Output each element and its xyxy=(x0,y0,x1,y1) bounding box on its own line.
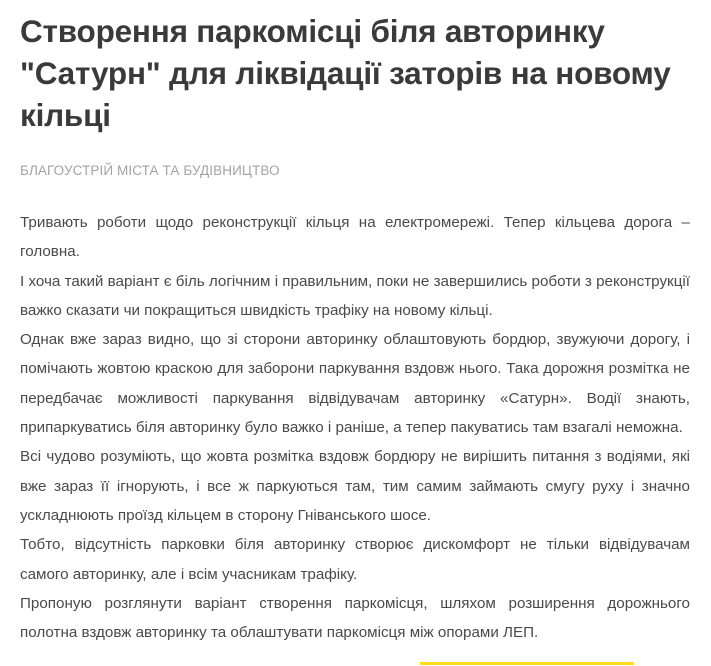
paragraph: Тобто, відсутність парковки біля авторинку створює дискомфорт не тільки відвідувачам самого авторинку, але і всім учасникам трафіку. xyxy=(20,536,690,583)
paragraph: Всі чудово розуміють, що жовта розмітка вздовж бордюру не вирішить питання з водіями, які вже зараз її ігнорують, і все ж паркуються там, тим самим займають смугу руху і значно ускладнюють проїзд кільцем в сторону Гніванського шосе. xyxy=(20,448,690,524)
highlight-underline xyxy=(420,662,634,665)
paragraph: Однак вже зараз видно, що зі сторони авторинку облаштовують бордюр, звужуючи дорогу, і помічають жовтою краскою для заборони паркування вздовж нього. Така дорожня розмітка не передбачає можливості паркування відвідувачам авторинку «Сатурн». Водії знають, припаркуватись біля авторинку було важко і раніше, а тепер пакуватись там взагалі неможна. xyxy=(20,331,690,437)
article-body xyxy=(20,208,690,647)
paragraph: Тривають роботи щодо реконструкції кільця на електромережі. Тепер кільцева дорога – головна. xyxy=(20,214,690,261)
paragraph: Пропоную розглянути варіант створення паркомісця, шляхом розширення дорожнього полотна вздовж авторинку та облаштувати паркомісця між опорами ЛЕП. xyxy=(20,594,690,642)
category-label[interactable]: БЛАГОУСТРІЙ МІСТА ТА БУДІВНИЦТВО xyxy=(20,163,280,178)
article xyxy=(20,0,690,647)
paragraph: І хоча такий варіант є біль логічним і правильним, поки не завершились роботи з реконструкції важко сказати чи покращиться швидкість трафіку на новому кільці. xyxy=(20,272,690,319)
page-title: Створення паркомісці біля авторинку "Сатурн" для ліквідації заторів на новому кільці xyxy=(20,13,671,133)
